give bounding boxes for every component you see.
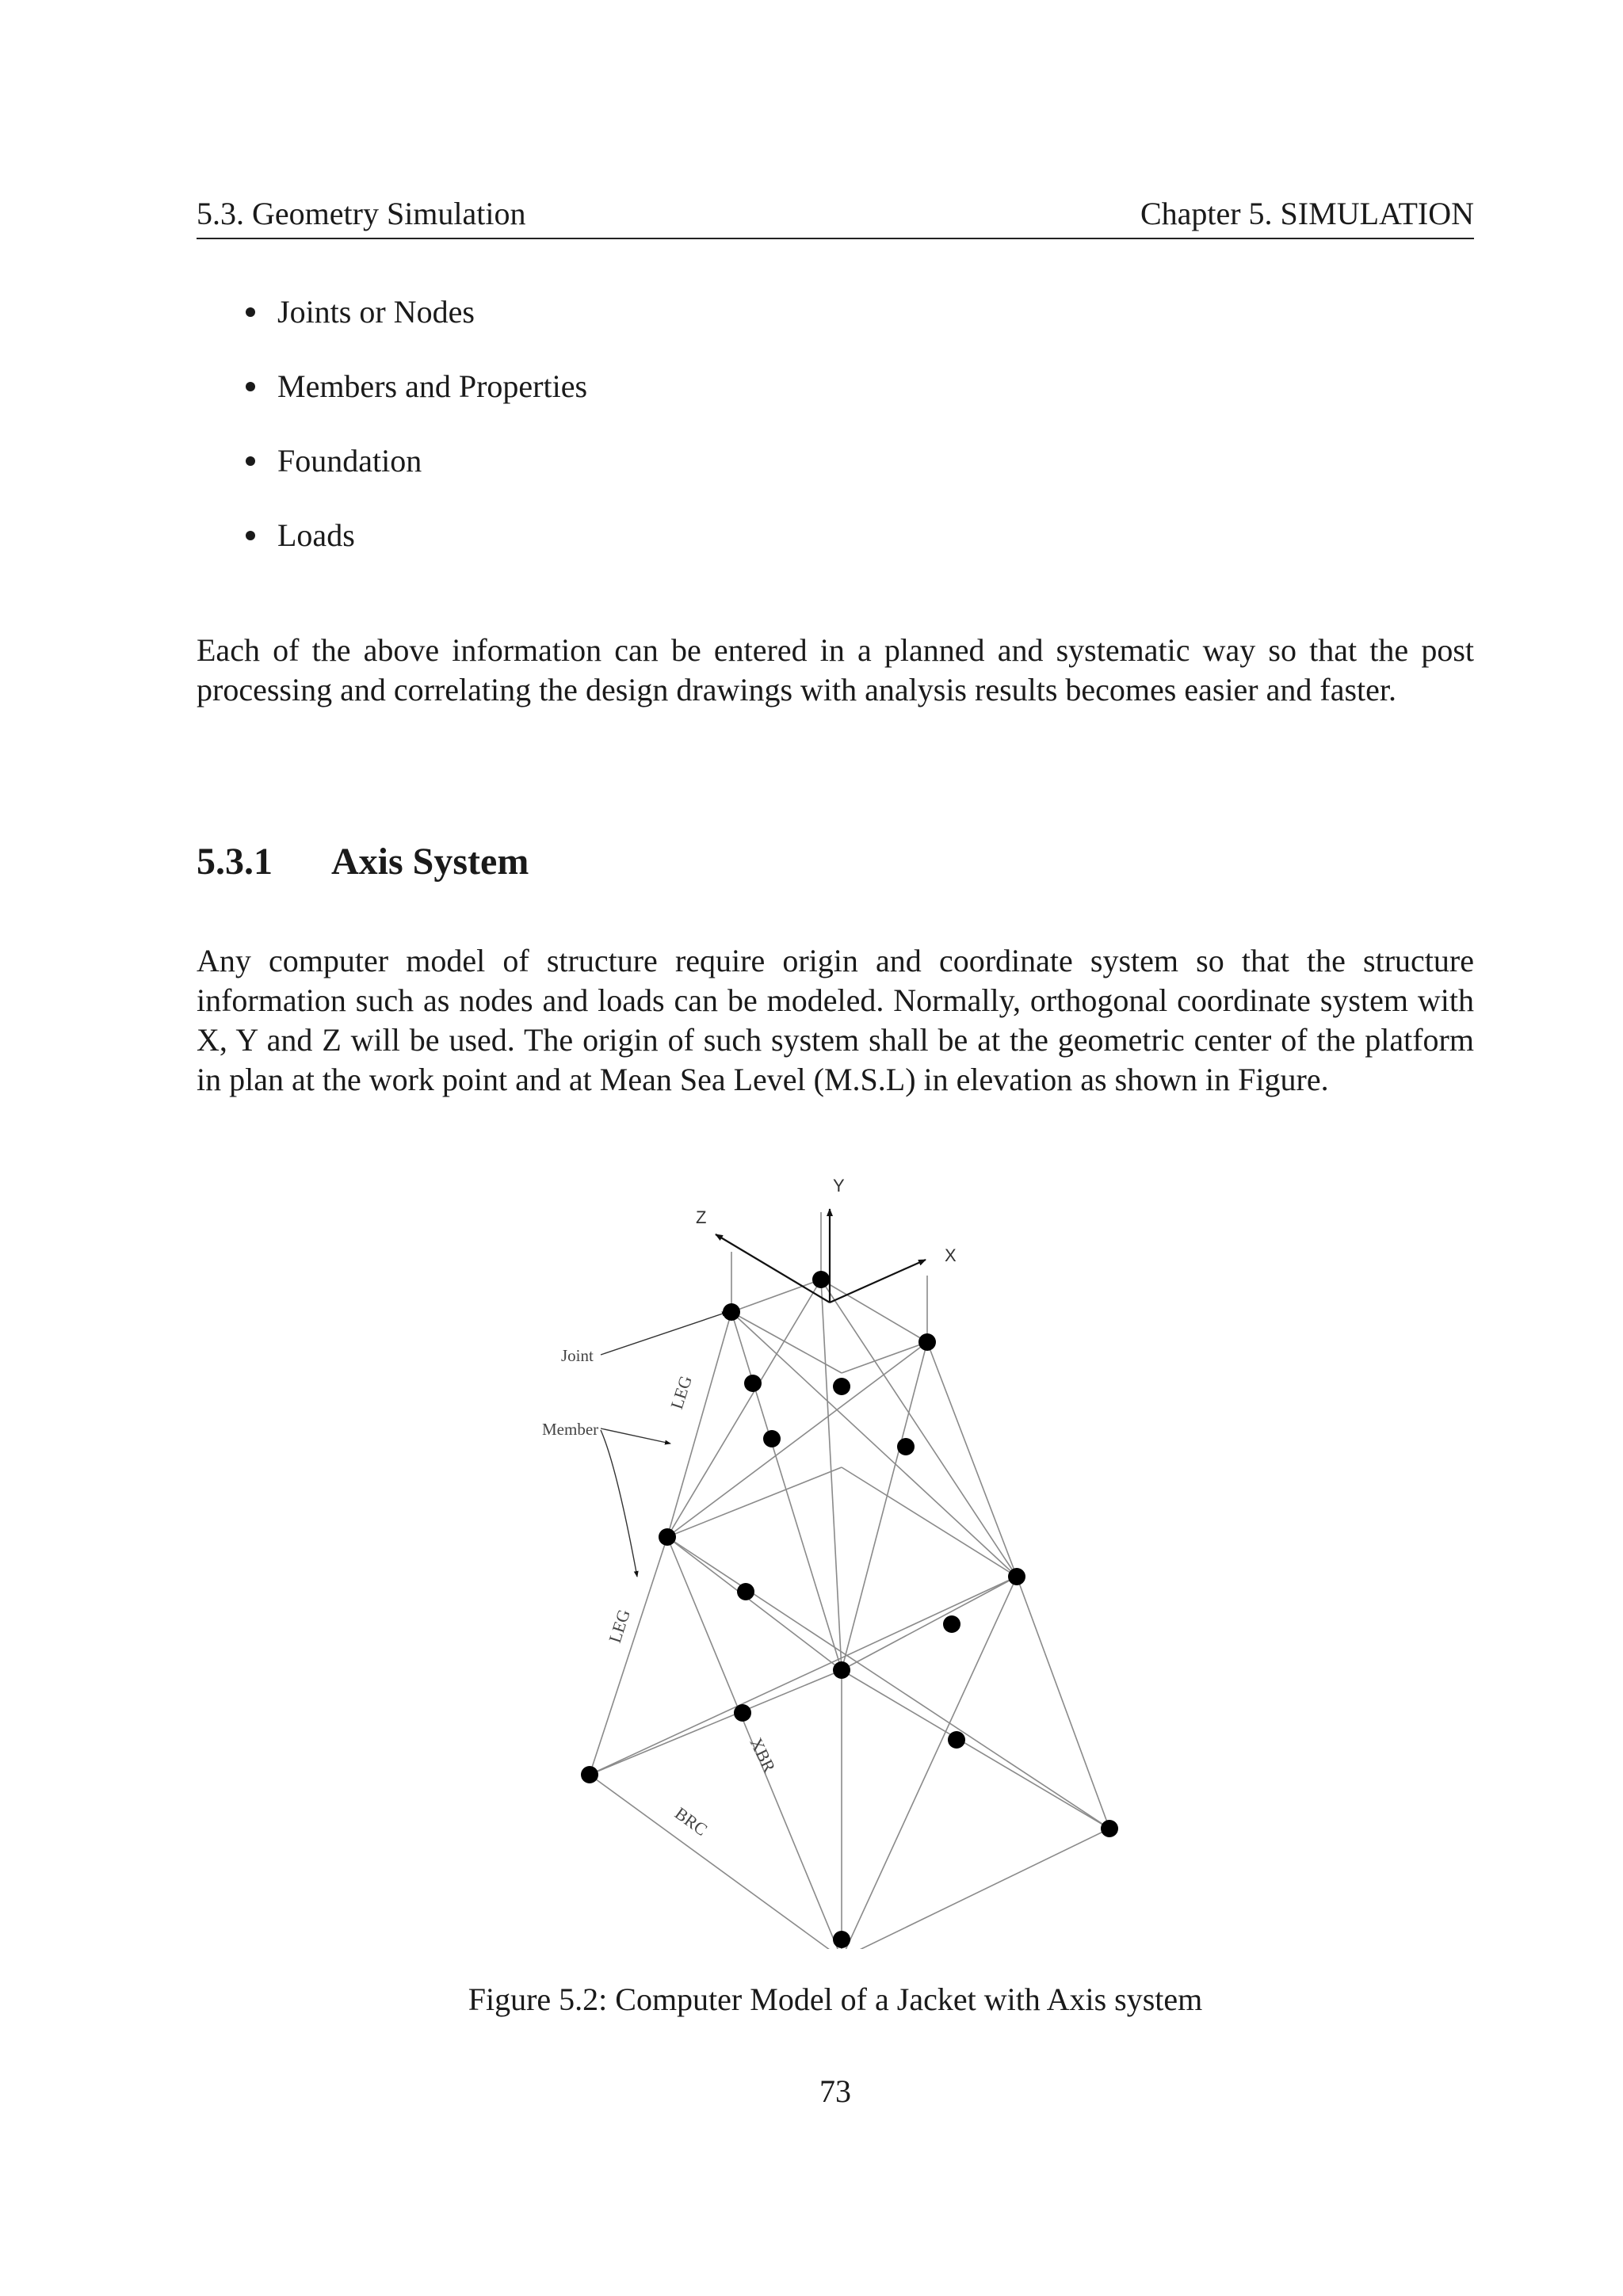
bullet-item xyxy=(238,510,587,585)
joint-node xyxy=(943,1615,960,1633)
bullet-text: Foundation xyxy=(277,443,422,479)
bullet-icon xyxy=(246,531,255,540)
figure-caption: Figure 5.2: Computer Model of a Jacket with Axis system xyxy=(468,1981,1203,2017)
bullet-list xyxy=(238,287,587,585)
header-section: 5.3. Geometry Simulation xyxy=(197,196,526,231)
xbr-label: XBR xyxy=(746,1734,780,1775)
section-title: Axis System xyxy=(331,841,529,883)
z-axis-label: Z xyxy=(696,1207,707,1227)
bullet-icon xyxy=(246,456,255,466)
members xyxy=(590,1212,1109,1949)
x-axis-label: X xyxy=(945,1245,957,1265)
bullet-text: Members and Properties xyxy=(277,368,588,404)
joint-node xyxy=(918,1333,936,1351)
jacket-diagram xyxy=(523,1165,1157,1949)
joints xyxy=(581,1271,1118,1948)
joint-node xyxy=(1008,1568,1025,1585)
section-heading xyxy=(197,838,529,886)
leg-lower-label: LEG xyxy=(604,1607,634,1646)
paragraph-axis-system: Any computer model of structure require origin and coordinate system so that the structure information such as nodes and loads can be modeled. Normally, orthogonal coordinate system with X, Y and Z will be used. The origin of such system shall be at the geometric center of the platform in plan at the work point and at Mean Sea Level (M.S.L) in elevation as shown in Figure. xyxy=(197,943,1474,1097)
joint-node xyxy=(812,1271,830,1288)
bullet-item xyxy=(238,436,587,510)
running-header xyxy=(197,190,1474,239)
z-axis-arrow xyxy=(716,1234,830,1302)
joint-node xyxy=(833,1378,850,1395)
joint-node xyxy=(659,1528,676,1546)
joint-node xyxy=(763,1430,781,1447)
section-number: 5.3.1 xyxy=(197,841,273,883)
member-annotation: Member xyxy=(542,1420,599,1439)
joint-node xyxy=(833,1661,850,1679)
x-axis-arrow xyxy=(830,1260,926,1302)
jacket-figure xyxy=(523,1165,1157,1949)
bullet-icon xyxy=(246,382,255,391)
joint-node xyxy=(897,1438,915,1455)
joint-annotation: Joint xyxy=(561,1346,594,1365)
joint-node xyxy=(737,1583,754,1600)
header-chapter: Chapter 5. SIMULATION xyxy=(1140,196,1474,231)
page-number: 73 xyxy=(819,2073,851,2109)
leg-upper-label: LEG xyxy=(666,1373,696,1412)
bullet-item xyxy=(238,287,587,361)
bullet-text: Joints or Nodes xyxy=(277,294,475,330)
joint-node xyxy=(744,1375,762,1392)
joint-node xyxy=(581,1766,598,1783)
y-axis-label: Y xyxy=(833,1176,845,1196)
brc-label: BRC xyxy=(671,1802,712,1840)
joint-node xyxy=(734,1704,751,1722)
bullet-item xyxy=(238,361,587,436)
joint-node xyxy=(1101,1820,1118,1837)
joint-node xyxy=(723,1303,740,1321)
bullet-icon xyxy=(246,307,255,317)
bullet-text: Loads xyxy=(277,517,355,553)
paragraph-intro: Each of the above information can be entered in a planned and systematic way so that the post processing and correlating the design drawings with analysis results becomes easier and faster. xyxy=(197,632,1474,707)
joint-node xyxy=(833,1931,850,1948)
joint-node xyxy=(948,1731,965,1749)
